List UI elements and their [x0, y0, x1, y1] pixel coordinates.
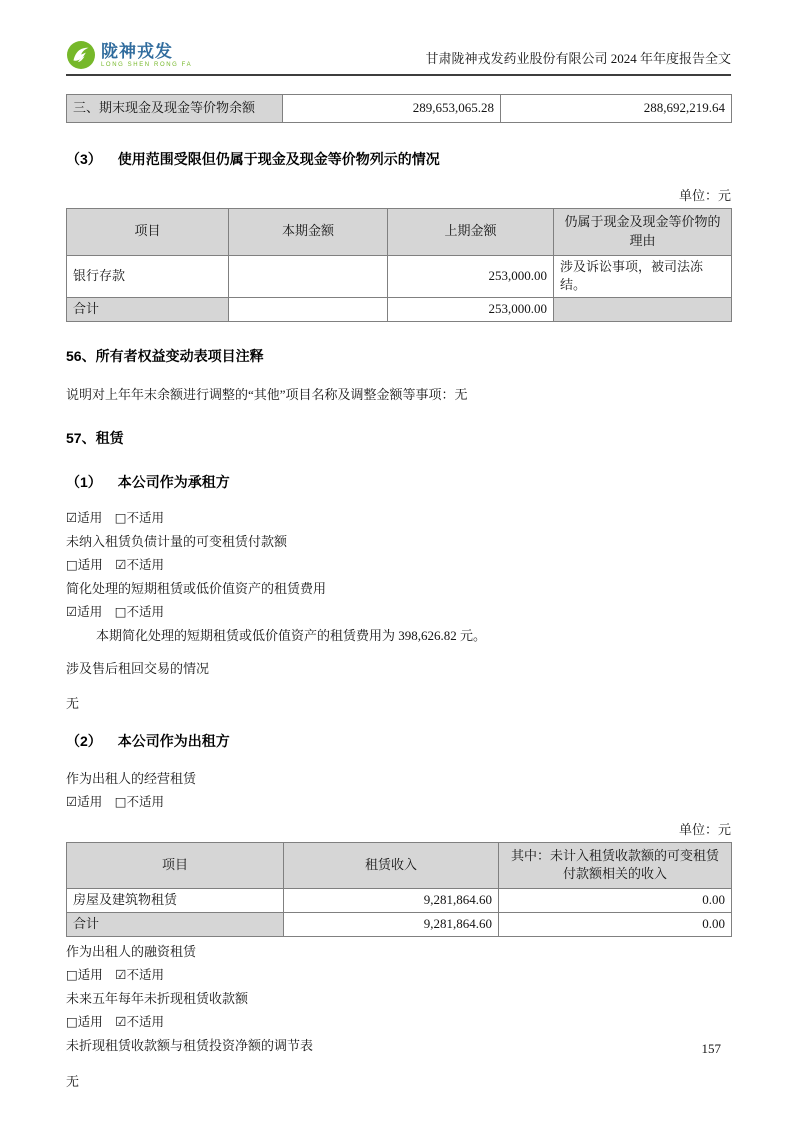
- applicable-checkbox-line: ☑适用 □不适用: [66, 510, 165, 526]
- table-total-row: [67, 913, 732, 937]
- cell-variable: 0.00: [499, 889, 732, 913]
- applicable-checkbox-line: □适用 ☑不适用: [66, 1014, 165, 1030]
- cell-item: 银行存款: [67, 255, 229, 298]
- finance-lease-label: 作为出租人的融资租赁: [66, 943, 197, 959]
- col-header-item: 项目: [67, 842, 284, 889]
- reconciliation-label: 未折现租赁收款额与租赁投资净额的调节表: [66, 1037, 314, 1053]
- lessor-number: （2）: [66, 732, 102, 749]
- section56-note: 说明对上年年末余额进行调整的“其他”项目名称及调整金额等事项：无: [66, 387, 468, 403]
- variable-lease-payments-label: 未纳入租赁负债计量的可变租赁付款额: [66, 533, 288, 549]
- cell-current: [229, 255, 388, 298]
- unit-label: 单位：元: [678, 821, 731, 837]
- lessee-number: （1）: [66, 474, 102, 491]
- col-header-prior: 上期金额: [388, 208, 554, 255]
- table-header-row: [67, 842, 732, 889]
- col-header-reason: 仍属于现金及现金等价物的理由: [554, 208, 732, 255]
- section57-heading: 57、租赁: [66, 430, 124, 447]
- applicable-checkbox-line: □适用 ☑不适用: [66, 967, 165, 983]
- applicable-checkbox-line: □适用 ☑不适用: [66, 557, 165, 573]
- section3-heading: [66, 149, 731, 169]
- none-text: 无: [66, 1073, 80, 1089]
- summary-row-label: 三、期末现金及现金等价物余额: [67, 95, 283, 123]
- brand-name-cn: 陇神戎发: [101, 41, 173, 61]
- brand-text: [101, 43, 192, 68]
- cell-variable: 0.00: [499, 913, 732, 937]
- lessee-heading: [66, 472, 731, 492]
- section56-heading: 56、所有者权益变动表项目注释: [66, 348, 264, 365]
- document-title: 甘肃陇神戎发药业股份有限公司 2024 年年度报告全文: [425, 51, 731, 66]
- applicable-checkbox-line: ☑适用 □不适用: [66, 604, 165, 620]
- section3-number: （3）: [66, 150, 102, 167]
- cell-item: 合计: [67, 298, 229, 322]
- restricted-cash-table: [66, 208, 732, 322]
- logo-leaf-circle-icon: [66, 40, 96, 70]
- cash-equivalents-summary-table: [66, 94, 732, 123]
- short-term-lease-expense-label: 简化处理的短期租赁或低价值资产的租赁费用: [66, 580, 327, 596]
- short-term-lease-expense-note: 本期简化处理的短期租赁或低价值资产的租赁费用为 398,626.82 元。: [96, 627, 487, 643]
- applicable-checkbox-line: ☑适用 □不适用: [66, 794, 165, 810]
- lessor-heading: [66, 731, 731, 751]
- sale-leaseback-label: 涉及售后租回交易的情况: [66, 660, 210, 676]
- lessee-title: 本公司作为承租方: [117, 474, 230, 491]
- table-row: [67, 889, 732, 913]
- cell-income: 9,281,864.60: [284, 889, 499, 913]
- summary-prior-value: 288,692,219.64: [501, 95, 732, 123]
- section3-title: 使用范围受限但仍属于现金及现金等价物列示的情况: [117, 150, 440, 167]
- cell-item: 合计: [67, 913, 284, 937]
- unit-label: 单位：元: [678, 187, 731, 203]
- summary-current-value: 289,653,065.28: [283, 95, 501, 123]
- lease-income-table: [66, 842, 732, 937]
- table-row: [67, 95, 732, 123]
- cell-prior: 253,000.00: [388, 255, 554, 298]
- col-header-variable: 其中：未计入租赁收款额的可变租赁付款额相关的收入: [499, 842, 732, 889]
- col-header-current: 本期金额: [229, 208, 388, 255]
- none-text: 无: [66, 695, 80, 711]
- lessor-title: 本公司作为出租方: [117, 732, 230, 749]
- cell-current: [229, 298, 388, 322]
- page-header: [66, 40, 731, 76]
- table-total-row: [67, 298, 732, 322]
- operating-lease-label: 作为出租人的经营租赁: [66, 770, 197, 786]
- company-logo: [66, 40, 192, 70]
- brand-name-en: LONG SHEN RONG FA: [101, 61, 193, 68]
- table-row: [67, 255, 732, 298]
- cell-reason: [554, 298, 732, 322]
- cell-item: 房屋及建筑物租赁: [67, 889, 284, 913]
- table-header-row: [67, 208, 732, 255]
- cell-prior: 253,000.00: [388, 298, 554, 322]
- undiscounted-receipts-label: 未来五年每年未折现租赁收款额: [66, 990, 249, 1006]
- col-header-income: 租赁收入: [284, 842, 499, 889]
- page-number: 157: [701, 1041, 721, 1056]
- cell-reason: 涉及诉讼事项，被司法冻结。: [554, 255, 732, 298]
- cell-income: 9,281,864.60: [284, 913, 499, 937]
- col-header-item: 项目: [67, 208, 229, 255]
